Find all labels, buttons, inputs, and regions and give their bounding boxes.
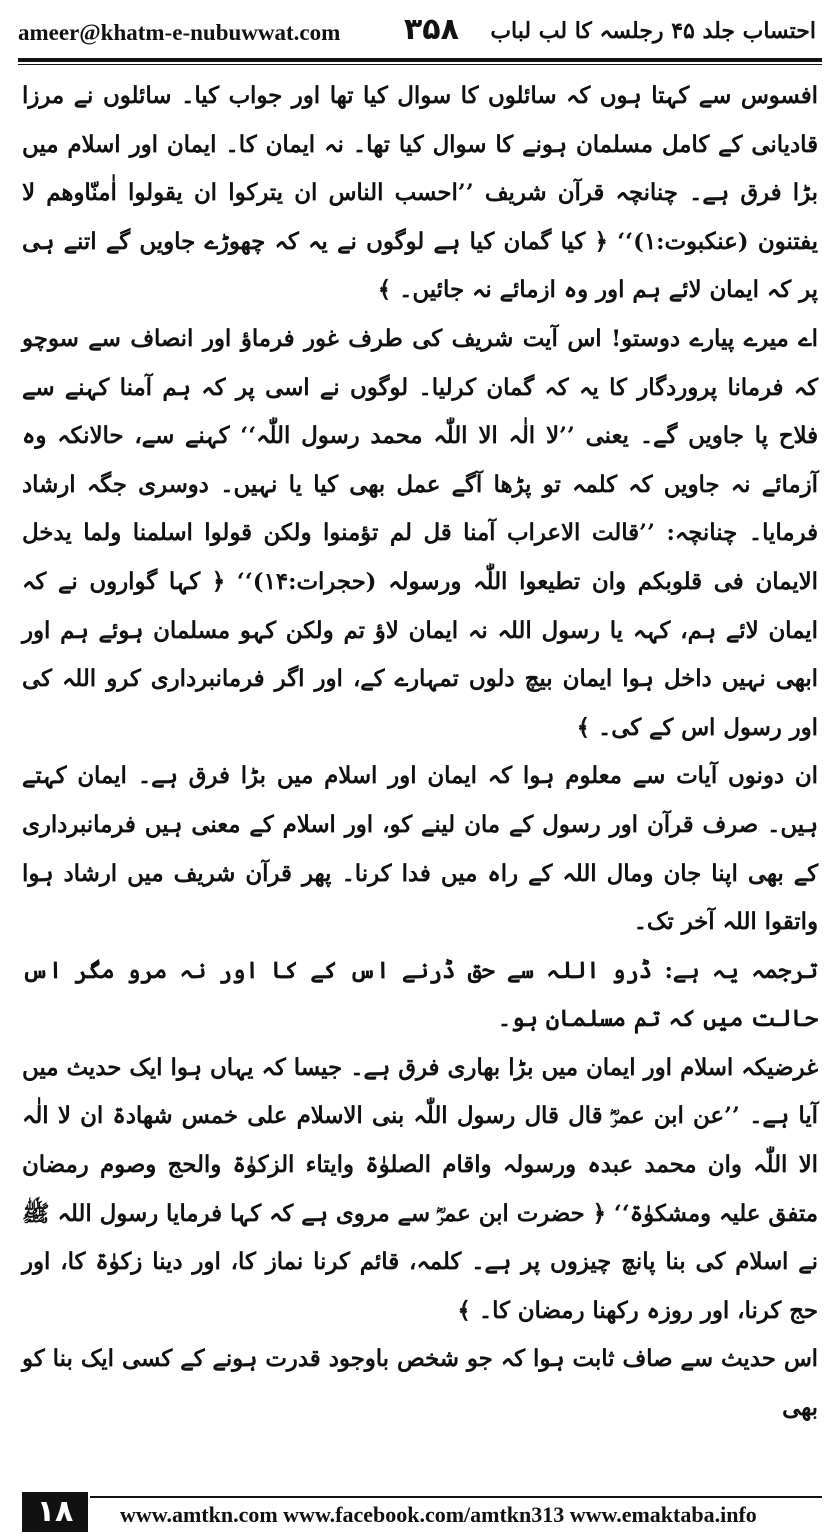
header-rule-thin — [18, 64, 822, 65]
footer-urls: www.amtkn.com www.facebook.com/amtkn313 www.emaktaba.info — [120, 1502, 757, 1527]
page-footer — [0, 1488, 840, 1540]
paragraph-3: ان دونوں آیات سے معلوم ہوا کہ ایمان اور اسلام میں بڑا فرق ہے۔ ایمان کہتے ہیں۔ صرف قرآن اور رسول کے مان لینے کو، اور اسلام کے معنی ہیں فرمانبرداری کے بھی اپنا جان ومال اللہ کے راہ میں فدا کرنا۔ پھر قرآن شریف میں ارشاد ہوا واتقوا اللہ آخر تک۔ — [22, 763, 818, 936]
footer-rule — [90, 1496, 822, 1498]
paragraph-1: افسوس سے کہتا ہوں کہ سائلوں کا سوال کیا تھا اور جواب کیا۔ سائلوں نے مرزا قادیانی کے کامل مسلمان ہونے کا سوال کیا تھا۔ نہ ایمان کا۔ ایمان اور اسلام میں بڑا فرق ہے۔ چنانچہ قرآن شریف ’’احسب الناس ان یترکوا ان یقولوا اٰمنّاوھم لا یفتنون (عنکبوت:۱)‘‘ ﴿ کیا گمان کیا ہے لوگوں نے یہ کہ چھوڑے جاویں گے اتنے ہی پر کہ ایمان لائے ہم اور وہ ازمائے نہ جائیں۔ ﴾ — [22, 83, 818, 304]
header-title: احتساب جلد ۴۵ رجلسہ کا لب لباب — [490, 18, 816, 44]
paragraph-5: غرضیکہ اسلام اور ایمان میں بڑا بھاری فرق ہے۔ جیسا کہ یہاں ہوا ایک حدیث میں آیا ہے۔ ’’عن ابن عمرؓ قال قال رسول اللّٰہ بنی الاسلام علی خمس شھادۃ ان لا الٰہ الا اللّٰہ وان محمد عبدہ ورسولہ واقام الصلوٰۃ وایتاء الزکوٰۃ والحج وصوم رمضان متفق علیہ ومشکوٰۃ‘‘ ﴿ حضرت ابن عمرؓ سے مروی ہے کہ کہا فرمایا رسول اللہ ﷺ نے اسلام کی بنا پانچ چیزوں پر ہے۔ کلمہ، قائم کرنا نماز کا، اور دینا زکوٰۃ کا، اور حج کرنا، اور روزہ رکھنا رمضان کا۔ ﴾ — [22, 1054, 818, 1324]
paragraph-4: ترجمہ یہ ہے: ڈرو اللہ سے حق ڈرنے اس کے کا اور نہ مرو مگر اس حالت میں کہ تم مسلمان ہو۔ — [22, 957, 818, 1033]
header-email: ameer@khatm-e-nubuwwat.com — [18, 20, 341, 45]
page-header — [18, 14, 822, 54]
paragraph-2: اے میرے پیارے دوستو! اس آیت شریف کی طرف غور فرماؤ اور انصاف سے سوچو کہ فرمانا پروردگار کا یہ کہ گمان کرلیا۔ لوگوں نے اسی پر کہ ہم آمنا کہنے سے فلاح پا جاویں گے۔ یعنی ’’لا الٰہ الا اللّٰہ محمد رسول اللّٰہ‘‘ کہنے سے، حالانکہ وہ آزمائے نہ جاویں کہ کلمہ تو پڑھا آگے عمل بھی کیا یا نہیں۔ دوسری جگہ ارشاد فرمایا۔ چنانچہ: ’’قالت الاعراب آمنا قل لم تؤمنوا ولکن قولوا اسلمنا ولما یدخل الایمان فی قلوبکم وان تطیعوا اللّٰہ ورسولہ (حجرات:۱۴)‘‘ ﴿ کہا گواروں نے کہ ایمان لائے ہم، کہہ یا رسول اللہ نہ ایمان لاؤ تم ولکن کہو مسلمان ہوئے ہم اور ابھی نہیں داخل ہوا ایمان بیچ دلوں تمہارے کے، اور اگر فرمانبرداری کرو اللہ کی اور رسول اس کے کی۔ ﴾ — [22, 325, 818, 741]
footer-page-number: ۱۸ — [22, 1492, 88, 1532]
header-page-number: ۳۵۸ — [404, 12, 459, 47]
body-text — [22, 72, 818, 1433]
paragraph-6: اس حدیث سے صاف ثابت ہوا کہ جو شخص باوجود قدرت ہونے کے کسی ایک بنا کو بھی — [22, 1346, 818, 1422]
header-rule — [18, 58, 822, 62]
